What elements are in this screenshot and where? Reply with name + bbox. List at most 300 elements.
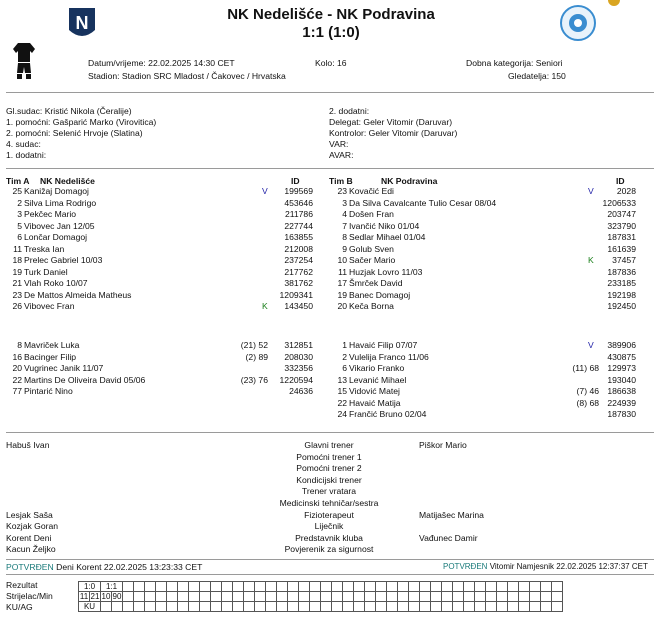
staff-home-name: Kacun Željko [6,544,56,555]
shirt-number: 77 [12,386,22,396]
staff-role: Povjerenik za sigurnost [284,544,374,555]
shirt-number: 16 [12,351,22,362]
shirt-number: 11 [338,266,347,277]
player-name: Treska Ian [24,243,65,254]
score-grid-cell [145,592,156,602]
score-grid-cell [420,592,431,602]
player-id: 212008 [284,243,313,254]
spectators: Gledatelja: 150 [508,71,566,81]
score-grid-cell [332,602,343,612]
score-grid-cell [321,592,332,602]
score-grid-cell [266,582,277,592]
score-grid-cell [354,582,365,592]
score-grid-cell [332,582,343,592]
official-right-line: 2. dodatni: [329,106,370,116]
score-grid-cell [200,602,211,612]
score-grid-cell [222,582,233,592]
match-score: 1:1 (1:0) [302,24,360,41]
shirt-number: 25 [12,186,22,196]
score-grid-cell [277,582,288,592]
score-grid-cell: 21 [90,592,100,601]
player-id: 381762 [284,278,313,288]
player-id: 129973 [607,363,636,373]
player-name: Golub Sven [349,243,394,254]
score-grid-cell: 1:1 [101,582,123,592]
player-id: 453646 [284,197,313,208]
team-b-name: NK Podravina [381,176,438,186]
goalkeeper-marker: V [588,340,594,350]
player-id: 237254 [284,255,313,265]
score-grid-cell [266,592,277,602]
player-name: Šmrček David [349,278,403,288]
score-grid-cell [431,582,442,592]
score-grid-cell [156,602,167,612]
player-id: 192198 [607,289,636,300]
team-b-id-header: ID [616,176,625,186]
score-grid-cell [475,582,486,592]
player-id: 211786 [284,209,313,219]
score-grid-cell: 11 [79,592,89,601]
score-grid-cell [211,602,222,612]
score-grid-cell [123,582,134,592]
player-id: 233185 [607,278,636,288]
score-grid-cell [530,592,541,602]
score-grid-cell [156,592,167,602]
score-grid-cell [145,602,156,612]
confirm-left-label: POTVRĐEN [6,562,54,572]
shirt-number: 2 [17,197,22,208]
official-left-line: 4. sudac: [6,139,41,149]
score-grid-cell [178,592,189,602]
player-name: Silva Lima Rodrigo [24,197,97,208]
player-id: 161639 [607,243,636,254]
score-grid-cell [519,602,530,612]
score-grid-cell [431,602,442,612]
shirt-number: 6 [17,232,22,242]
player-name: Kovačić Edi [349,186,394,196]
goalkeeper-marker: V [262,186,268,196]
score-grid-cell [211,592,222,602]
score-grid-cell [354,602,365,612]
score-grid-cell [310,602,321,612]
score-grid-cell [552,592,563,602]
substitution-info: (7) 46 [576,386,599,396]
score-grid-cell [178,582,189,592]
score-grid-cell [541,592,552,602]
score-grid-cell [321,582,332,592]
player-id: 199569 [284,186,313,196]
score-grid-cell [145,582,156,592]
player-name: Bacinger Filip [24,351,77,362]
score-grid-cell [453,592,464,602]
shirt-number: 22 [337,397,347,408]
team-b-player-row [0,221,662,232]
score-grid-cell [486,582,497,592]
shirt-number: 11 [13,243,22,254]
score-grid-cell [464,582,475,592]
score-grid-row [79,582,563,592]
svg-text:N: N [75,13,89,33]
player-name: Vlah Roko 10/07 [24,278,88,288]
shirt-number: 13 [337,374,347,385]
official-right-line: Delegat: Geler Vitomir (Daruvar) [329,117,453,127]
score-grid-cell [552,602,563,612]
score-grid-cell [233,582,244,592]
kuag-label: KU/AG [6,602,33,612]
score-grid-cell [486,592,497,602]
score-grid-cell [442,592,453,602]
score-grid-cell [420,602,431,612]
player-id: 389906 [607,340,636,350]
staff-away-name: Matijašec Marina [419,509,484,520]
player-name: Frančić Bruno 02/04 [349,409,427,419]
stadium: Stadion: Stadion SRC Mladost / Čakovec / Hrvatska [88,71,286,81]
score-grid-cell [365,592,376,602]
score-grid-cell [376,602,387,612]
score-grid-cell [365,602,376,612]
score-grid-cell [299,582,310,592]
divider [6,432,654,433]
shirt-number: 7 [342,220,347,231]
rezultat-label: Rezultat [6,580,38,590]
match-title: NK Nedelišće - NK Podravina [227,6,435,23]
player-name: Sedlar Mihael 01/04 [349,232,426,242]
official-right-line: VAR: [329,139,349,149]
score-grid-cell [464,602,475,612]
score-grid-cell [398,602,409,612]
player-name: Pintarić Nino [24,386,73,396]
shirt-number: 2 [342,351,347,362]
shirt-number: 23 [12,289,22,300]
confirm-right-text: Vitomir Namjesnik 22.02.2025 12:37:37 CET [489,562,648,571]
team-b-player-row [0,186,662,197]
staff-home-name: Lesjak Saša [6,509,53,520]
player-id: 1209341 [279,289,313,300]
score-grid-cell [508,582,519,592]
player-id: 224939 [607,397,636,408]
team-b-sub-player-row [0,340,662,351]
team-b-player-row [0,232,662,243]
score-grid-cell [189,602,200,612]
shirt-number: 15 [337,386,347,396]
staff-home-name: Habuš Ivan [6,440,50,450]
player-name: Pekčec Mario [24,209,77,219]
team-b-player-row [0,209,662,220]
player-id: 430875 [607,351,636,362]
shirt-number: 17 [337,278,347,288]
player-name: Turk Daniel [24,266,68,277]
score-grid-cell [409,602,420,612]
score-grid-cell [134,602,145,612]
player-name: Vikario Franko [349,363,405,373]
score-grid-cell [189,592,200,602]
score-grid-cell [442,582,453,592]
kit-icon [12,42,36,82]
substitution-info: (23) 76 [240,374,268,385]
player-id: 193040 [607,374,636,385]
goalkeeper-marker: V [588,186,594,196]
player-id: 208030 [284,351,313,362]
score-grid-cell [189,582,200,592]
player-id: 1206533 [602,197,636,208]
player-name: Vugrinec Janik 11/07 [24,363,104,373]
shirt-number: 23 [337,186,347,196]
score-grid-cell [497,602,508,612]
player-name: Da Silva Cavalcante Tulio Cesar 08/04 [349,197,497,208]
score-grid-cell [398,582,409,592]
team-a-id-header: ID [291,176,300,186]
shirt-number: 6 [342,363,347,373]
player-name: Havaić Filip 07/07 [349,340,418,350]
player-name: Vibovec Fran [24,301,75,311]
score-grid-cell [200,582,211,592]
score-grid-cell [519,592,530,602]
match-datetime: Datum/vrijeme: 22.02.2025 14:30 CET [88,58,235,68]
score-grid-cell [354,592,365,602]
shirt-number: 21 [12,278,22,288]
score-grid-cell [288,602,299,612]
shirt-number: 5 [17,220,22,231]
match-round: Kolo: 16 [315,58,347,68]
score-grid-cell [519,582,530,592]
official-left-line: 1. dodatni: [6,150,47,160]
confirm-right [443,562,648,571]
score-grid-cell [387,602,398,612]
score-grid-cell [310,592,321,602]
staff-role: Predstavnik kluba [295,532,363,543]
score-grid-cell [387,582,398,592]
score-grid-cell [541,602,552,612]
team-a-label: Tim A [6,176,30,186]
player-name: Martins De Oliveira David 05/06 [24,374,146,385]
divider [6,559,654,560]
score-grid-cell [475,592,486,602]
score-grid-cell [178,602,189,612]
shirt-number: 19 [12,266,22,277]
staff-role: Pomoćni trener 2 [296,463,362,474]
shirt-number: 18 [12,255,22,265]
player-name: Huzjak Lovro 11/03 [349,266,423,277]
team-b-label: Tim B [329,176,353,186]
official-right-line: AVAR: [329,150,354,160]
score-grid-cell [156,582,167,592]
score-grid-cell [266,602,277,612]
score-grid-cell [365,582,376,592]
score-grid-cell [288,582,299,592]
player-id: 143450 [284,301,313,311]
shirt-number: 20 [337,301,347,311]
player-name: Vidović Matej [349,386,400,396]
team-b-player-row [0,290,662,301]
player-id: 187831 [607,232,636,242]
player-name: Keča Borna [349,301,394,311]
score-grid-cell [376,582,387,592]
score-grid-cell [508,602,519,612]
score-grid-cell [530,602,541,612]
staff-role: Liječnik [314,521,344,532]
official-left-line: 2. pomoćni: Selenić Hrvoje (Slatina) [6,128,143,138]
shirt-number: 22 [12,374,22,385]
score-grid-cell [288,592,299,602]
score-grid-cell [255,582,266,592]
score-grid-row [79,602,563,612]
score-grid-cell [134,582,145,592]
player-name: Banec Domagoj [349,289,411,300]
team-b-sub-player-row [0,386,662,397]
player-id: 37457 [612,255,636,265]
team-b-sub-player-row [0,398,662,409]
shirt-number: 1 [342,340,347,350]
score-grid-cell [332,592,343,602]
score-grid-cell [255,602,266,612]
score-grid-cell [277,592,288,602]
player-name: Prelec Gabriel 10/03 [24,255,103,265]
player-name: Kanižaj Domagoj [24,186,89,196]
score-grid-cell [343,602,354,612]
score-grid-cell [134,592,145,602]
score-grid-cell [552,582,563,592]
shirt-number: 9 [342,243,347,254]
score-grid-cell [222,592,233,602]
player-name: Mavriček Luka [24,340,80,350]
team-b-player-row [0,301,662,312]
divider [6,92,654,93]
confirm-left-text: Deni Korent 22.02.2025 13:23:33 CET [56,562,203,572]
staff-role: Glavni trener [304,440,354,450]
official-right-line: Kontrolor: Geler Vitomir (Daruvar) [329,128,458,138]
substitution-info: (2) 89 [245,351,268,362]
score-grid-cell: 1:0 [79,582,101,592]
team-b-player-row [0,255,662,266]
score-grid-cell [497,582,508,592]
player-id: 24636 [289,386,313,396]
bottom-labels [6,580,53,613]
score-grid-cell [299,592,310,602]
score-grid-cell [530,582,541,592]
player-name: Sačer Mario [349,255,396,265]
score-grid-cell [541,582,552,592]
player-id: 187836 [607,266,636,277]
team-b-player-row [0,278,662,289]
score-grid-cell [244,602,255,612]
player-name: Lončar Domagoj [24,232,88,242]
score-grid-cell [497,592,508,602]
player-name: Ivančić Niko 01/04 [349,220,420,231]
score-grid-cell [453,602,464,612]
score-grid-cell [167,582,178,592]
score-grid-cell [321,602,332,612]
score-grid-cell: 10 [101,592,111,601]
player-id: 192450 [607,301,636,311]
player-name: De Mattos Almeida Matheus [24,289,132,300]
score-grid-cell [101,602,112,612]
player-id: 323790 [607,220,636,231]
score-grid-cell [409,592,420,602]
player-id: 2028 [616,186,636,196]
score-grid-cell [255,592,266,602]
staff-role: Trener vratara [301,486,357,497]
score-grid-cell [442,602,453,612]
shirt-number: 20 [12,363,22,373]
player-id: 187830 [607,409,636,419]
score-grid-row [79,592,563,602]
substitution-info: (11) 68 [572,363,599,373]
divider [6,574,654,575]
team-b-sub-player-row [0,375,662,386]
score-grid-cell [453,582,464,592]
score-grid-cell [123,602,134,612]
player-name: Vibovec Jan 12/05 [24,220,95,231]
staff-role: Kondicijski trener [296,474,362,485]
team-b-sub-player-row [0,352,662,363]
player-id: 227744 [284,220,313,231]
player-id: 186638 [607,386,636,396]
player-name: Levanić Mihael [349,374,407,385]
score-grid-cell [508,592,519,602]
score-grid-cell [486,602,497,612]
captain-marker: K [262,301,268,311]
shirt-number: 26 [12,301,22,311]
age-category: Dobna kategorija: Seniori [466,58,563,68]
divider [6,168,654,169]
shirt-number: 8 [17,340,22,350]
team-b-player-row [0,198,662,209]
score-grid-cell [376,592,387,602]
score-grid-cell [233,592,244,602]
staff-role: Medicinski tehničar/sestra [279,498,379,508]
player-id: 163855 [284,232,313,242]
shirt-number: 24 [337,409,347,419]
score-grid-cell [112,602,123,612]
score-grid-cell [475,602,486,612]
shirt-number: 8 [342,232,347,242]
score-grid-cell [277,602,288,612]
score-grid-cell [167,602,178,612]
captain-marker: K [588,255,594,265]
score-grid-cell [387,592,398,602]
score-grid-cell [464,592,475,602]
player-id: 217762 [284,266,313,277]
team-b-player-row [0,244,662,255]
staff-away-name: Vađunec Damir [419,532,478,543]
shirt-number: 3 [17,209,22,219]
substitution-info: (8) 68 [576,397,599,408]
staff-role: Fizioterapeut [304,509,354,520]
score-grid-cell [244,582,255,592]
score-grid-cell [420,582,431,592]
score-grid-cell: KU [79,602,101,612]
score-grid [78,581,563,612]
score-grid-cell: 90 [112,592,122,601]
player-id: 1220594 [279,374,313,385]
score-grid-cell [200,592,211,602]
player-id: 312851 [284,340,313,350]
score-grid-cell [167,592,178,602]
staff-home-name: Kozjak Goran [6,521,59,532]
score-grid-cell [431,592,442,602]
staff-away-name: Piškor Mario [419,440,467,450]
player-name: Vulelija Franco 11/06 [349,351,429,362]
score-grid-cell [398,592,409,602]
confirm-left [6,562,202,572]
confirm-right-label: POTVRĐEN [443,562,488,571]
score-grid-cell [409,582,420,592]
score-grid-cell [211,582,222,592]
official-left-line: 1. pomoćni: Gašparić Marko (Virovitica) [6,117,157,127]
score-grid-cell [343,592,354,602]
shirt-number: 4 [342,209,347,219]
score-grid-cell [343,582,354,592]
